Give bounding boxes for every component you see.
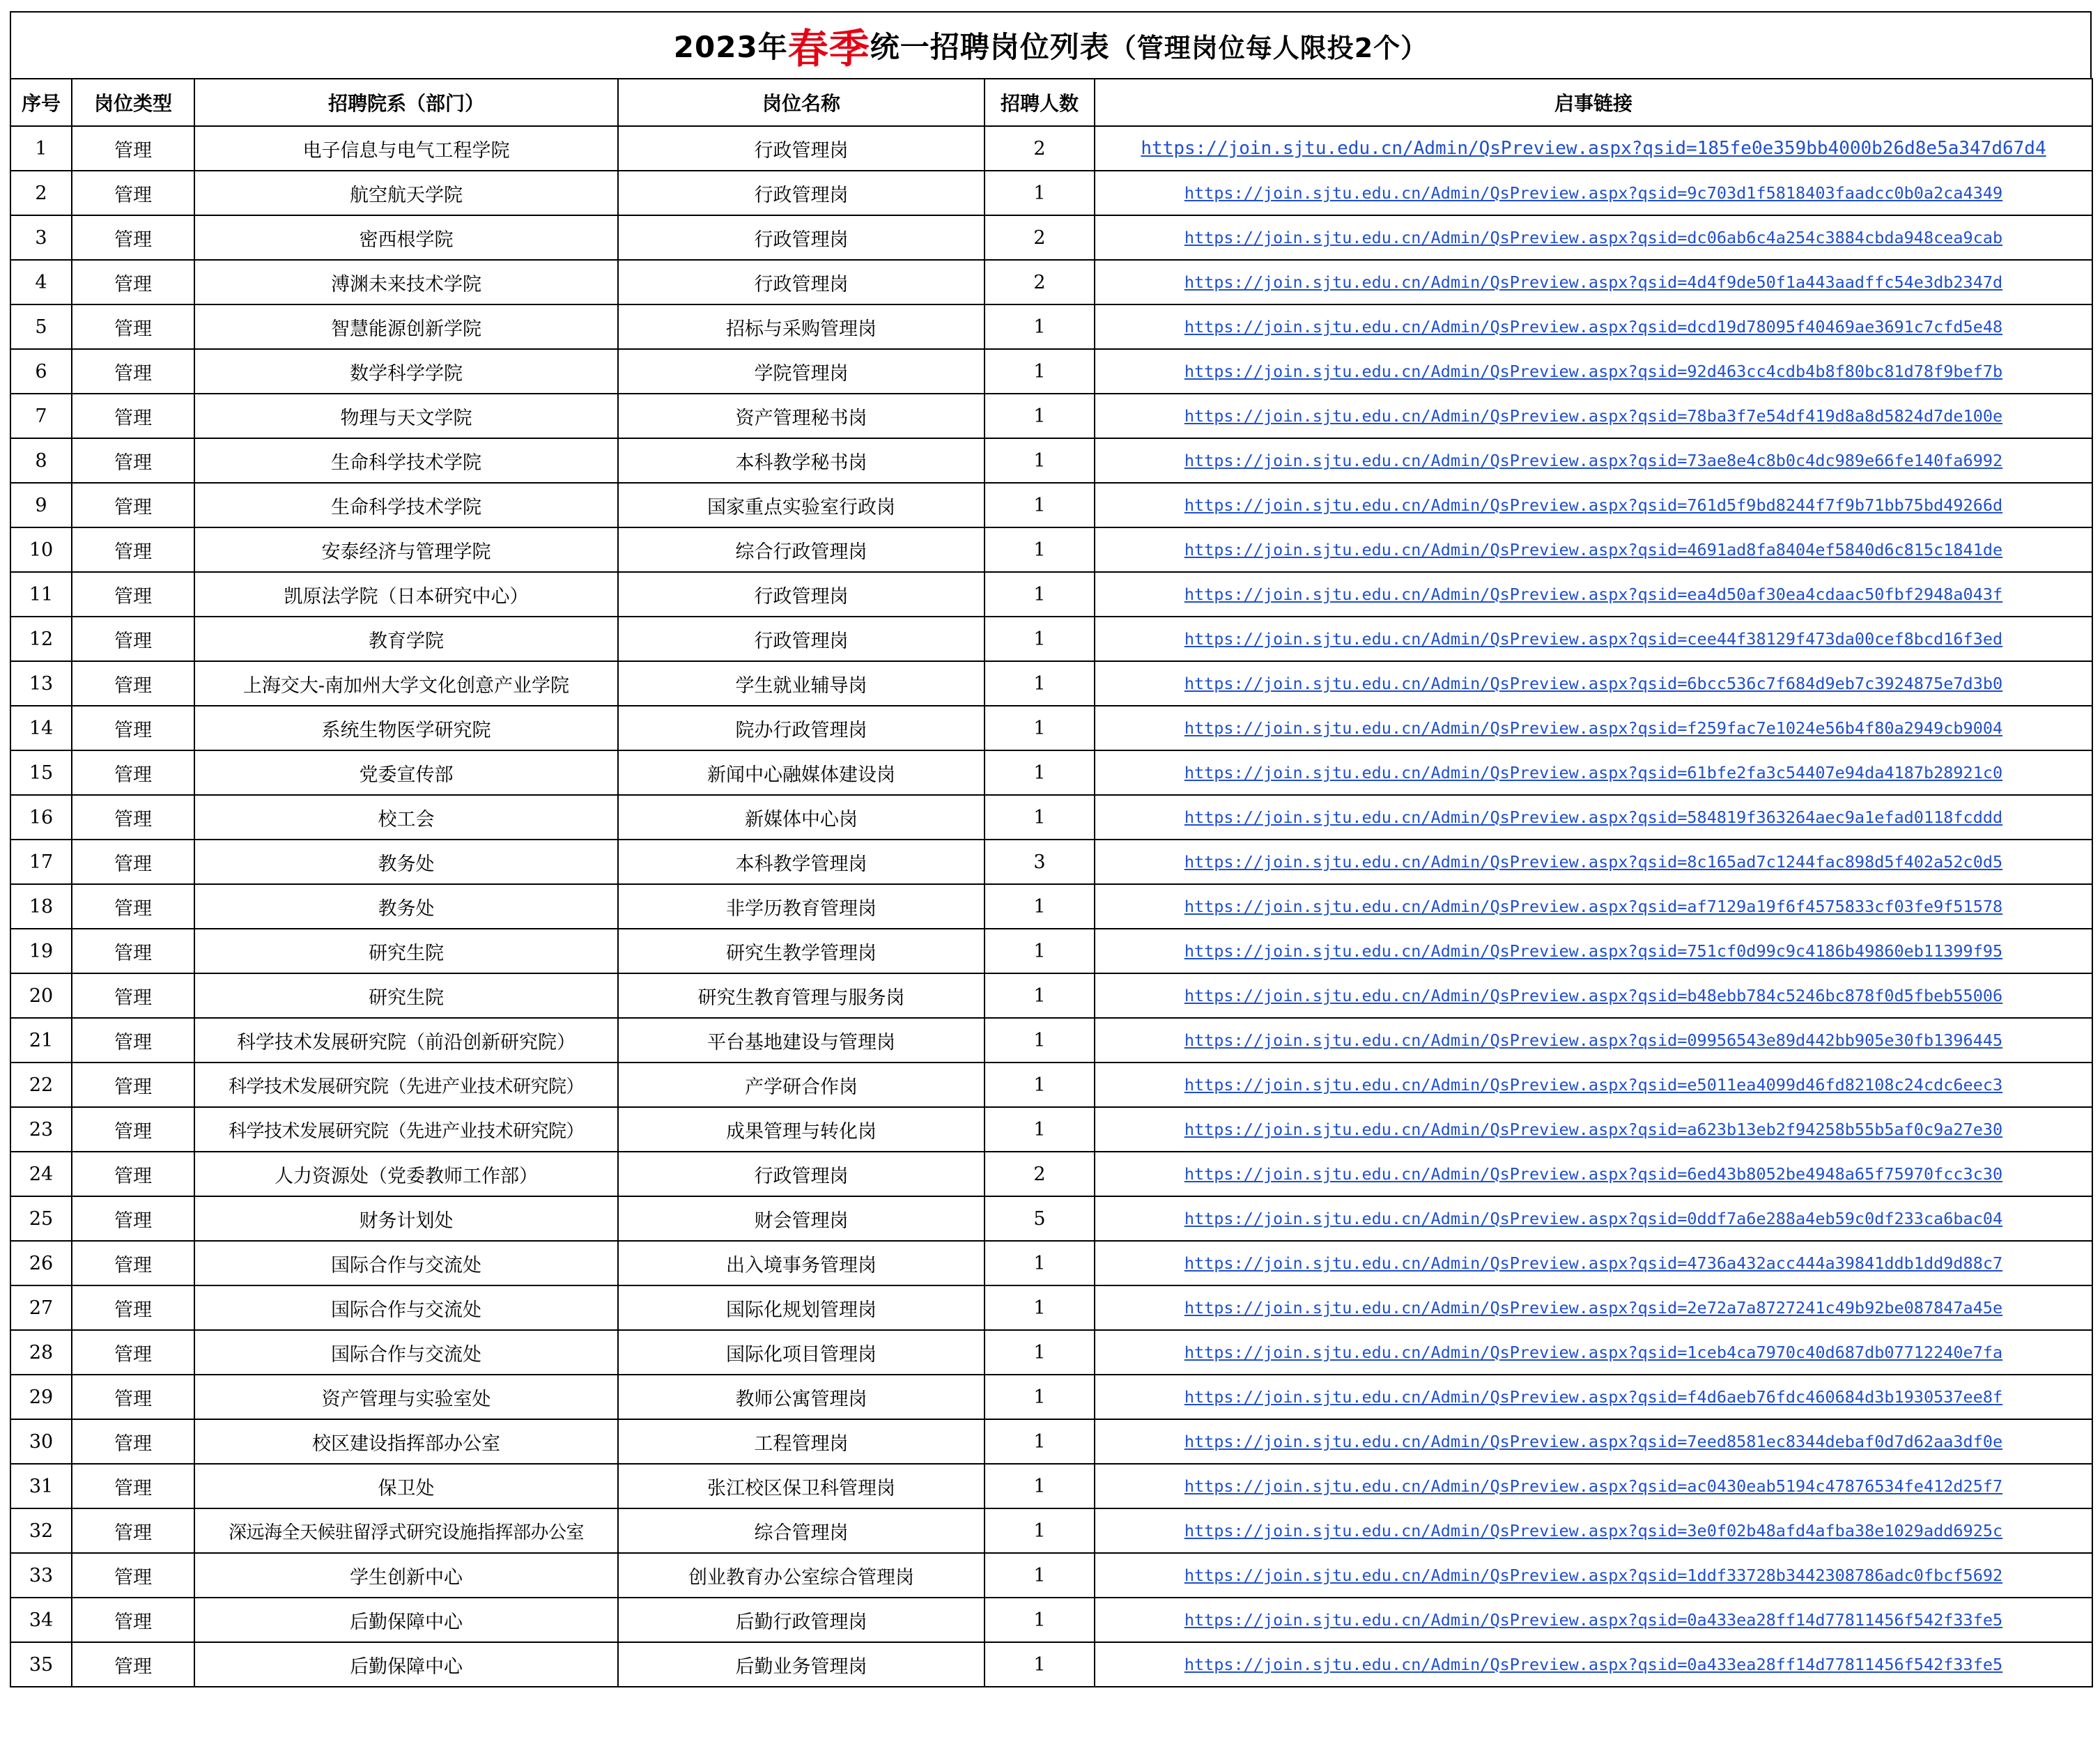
table-row xyxy=(10,706,2092,750)
table-row xyxy=(10,1241,2092,1285)
job-posting-link[interactable]: https://join.sjtu.edu.cn/Admin/QsPreview.aspx?qsid=09956543e89d442bb905e30fb1396445 xyxy=(1184,1030,2003,1050)
cell-post: 张江校区保卫科管理岗 xyxy=(618,1464,985,1508)
cell-type: 管理 xyxy=(72,1508,194,1553)
cell-count: 1 xyxy=(985,1063,1095,1107)
table-row xyxy=(10,929,2092,973)
cell-post: 综合管理岗 xyxy=(618,1508,985,1553)
cell-count: 2 xyxy=(985,260,1095,304)
cell-no: 15 xyxy=(10,750,72,795)
header-link: 启事链接 xyxy=(1095,79,2092,126)
cell-no: 9 xyxy=(10,483,72,527)
cell-type: 管理 xyxy=(72,929,194,973)
cell-post: 平台基地建设与管理岗 xyxy=(618,1018,985,1063)
cell-no: 35 xyxy=(10,1642,72,1687)
cell-count: 1 xyxy=(985,929,1095,973)
table-row xyxy=(10,1285,2092,1330)
cell-count: 1 xyxy=(985,1642,1095,1687)
cell-dept: 后勤保障中心 xyxy=(194,1598,618,1642)
cell-no: 23 xyxy=(10,1107,72,1152)
job-posting-link[interactable]: https://join.sjtu.edu.cn/Admin/QsPreview.aspx?qsid=3e0f02b48afd4afba38e1029add6925c xyxy=(1184,1521,2003,1540)
table-body xyxy=(10,126,2092,1687)
cell-type: 管理 xyxy=(72,171,194,215)
cell-link xyxy=(1095,171,2092,215)
job-posting-link[interactable]: https://join.sjtu.edu.cn/Admin/QsPreview.aspx?qsid=761d5f9bd8244f7f9b71bb75bd49266d xyxy=(1184,495,2003,515)
table-row xyxy=(10,1018,2092,1063)
table-row xyxy=(10,1196,2092,1241)
cell-link xyxy=(1095,527,2092,572)
title-highlight: 春季 xyxy=(787,25,870,72)
cell-no: 17 xyxy=(10,840,72,884)
cell-no: 21 xyxy=(10,1018,72,1063)
table-row xyxy=(10,572,2092,617)
cell-post: 新媒体中心岗 xyxy=(618,795,985,840)
job-posting-link[interactable]: https://join.sjtu.edu.cn/Admin/QsPreview.aspx?qsid=ac0430eab5194c47876534fe412d25f7 xyxy=(1184,1476,2003,1496)
cell-no: 3 xyxy=(10,215,72,260)
cell-link xyxy=(1095,438,2092,483)
cell-count: 1 xyxy=(985,1241,1095,1285)
table-row xyxy=(10,1375,2092,1419)
cell-post: 后勤业务管理岗 xyxy=(618,1642,985,1687)
cell-no: 31 xyxy=(10,1464,72,1508)
cell-type: 管理 xyxy=(72,973,194,1018)
cell-no: 1 xyxy=(10,126,72,171)
cell-count: 1 xyxy=(985,1598,1095,1642)
cell-post: 国家重点实验室行政岗 xyxy=(618,483,985,527)
cell-dept: 国际合作与交流处 xyxy=(194,1330,618,1375)
cell-count: 1 xyxy=(985,1330,1095,1375)
cell-dept: 学生创新中心 xyxy=(194,1553,618,1598)
job-posting-link[interactable]: https://join.sjtu.edu.cn/Admin/QsPreview.aspx?qsid=1ceb4ca7970c40d687db07712240e7fa xyxy=(1184,1343,2003,1362)
header-post: 岗位名称 xyxy=(618,79,985,126)
cell-type: 管理 xyxy=(72,1464,194,1508)
cell-no: 8 xyxy=(10,438,72,483)
cell-no: 6 xyxy=(10,349,72,394)
job-posting-link[interactable]: https://join.sjtu.edu.cn/Admin/QsPreview.aspx?qsid=a623b13eb2f94258b55b5af0c9a27e30 xyxy=(1184,1120,2003,1139)
cell-link xyxy=(1095,973,2092,1018)
cell-count: 1 xyxy=(985,171,1095,215)
job-posting-link[interactable]: https://join.sjtu.edu.cn/Admin/QsPreview.aspx?qsid=f4d6aeb76fdc460684d3b1930537ee8f xyxy=(1184,1387,2003,1407)
cell-post: 后勤行政管理岗 xyxy=(618,1598,985,1642)
table-row xyxy=(10,304,2092,349)
cell-no: 2 xyxy=(10,171,72,215)
table-row xyxy=(10,394,2092,438)
job-posting-link[interactable]: https://join.sjtu.edu.cn/Admin/QsPreview.aspx?qsid=751cf0d99c9c4186b49860eb11399f95 xyxy=(1184,941,2003,961)
job-posting-link[interactable]: https://join.sjtu.edu.cn/Admin/QsPreview.aspx?qsid=185fe0e359bb4000b26d8e5a347d67d4 xyxy=(1141,138,2046,159)
job-posting-link[interactable]: https://join.sjtu.edu.cn/Admin/QsPreview.aspx?qsid=61bfe2fa3c54407e94da4187b28921c0 xyxy=(1184,763,2003,782)
cell-dept: 科学技术发展研究院（先进产业技术研究院） xyxy=(194,1107,618,1152)
cell-post: 国际化规划管理岗 xyxy=(618,1285,985,1330)
cell-count: 1 xyxy=(985,1018,1095,1063)
cell-count: 1 xyxy=(985,1508,1095,1553)
cell-dept: 教务处 xyxy=(194,840,618,884)
cell-type: 管理 xyxy=(72,884,194,929)
job-posting-link[interactable]: https://join.sjtu.edu.cn/Admin/QsPreview.aspx?qsid=f259fac7e1024e56b4f80a2949cb9004 xyxy=(1184,718,2003,738)
table-row xyxy=(10,438,2092,483)
cell-dept: 研究生院 xyxy=(194,929,618,973)
cell-link xyxy=(1095,1285,2092,1330)
table-row xyxy=(10,1152,2092,1196)
job-posting-link[interactable]: https://join.sjtu.edu.cn/Admin/QsPreview.aspx?qsid=cee44f38129f473da00cef8bcd16f3ed xyxy=(1184,629,2003,649)
cell-dept: 数学科学学院 xyxy=(194,349,618,394)
job-posting-link[interactable]: https://join.sjtu.edu.cn/Admin/QsPreview.aspx?qsid=4691ad8fa8404ef5840d6c815c1841de xyxy=(1184,540,2003,559)
cell-no: 30 xyxy=(10,1419,72,1464)
job-posting-link[interactable]: https://join.sjtu.edu.cn/Admin/QsPreview.aspx?qsid=73ae8e4c8b0c4dc989e66fe140fa6992 xyxy=(1184,451,2003,470)
job-posting-link[interactable]: https://join.sjtu.edu.cn/Admin/QsPreview.aspx?qsid=2e72a7a8727241c49b92be087847a45e xyxy=(1184,1298,2003,1318)
cell-type: 管理 xyxy=(72,304,194,349)
cell-no: 27 xyxy=(10,1285,72,1330)
cell-type: 管理 xyxy=(72,260,194,304)
cell-link xyxy=(1095,1375,2092,1419)
cell-link xyxy=(1095,260,2092,304)
cell-link xyxy=(1095,706,2092,750)
cell-no: 26 xyxy=(10,1241,72,1285)
cell-dept: 凯原法学院（日本研究中心） xyxy=(194,572,618,617)
cell-type: 管理 xyxy=(72,394,194,438)
cell-link xyxy=(1095,1018,2092,1063)
header-count: 招聘人数 xyxy=(985,79,1095,126)
job-posting-link[interactable]: https://join.sjtu.edu.cn/Admin/QsPreview.aspx?qsid=9c703d1f5818403faadcc0b0a2ca4349 xyxy=(1184,183,2003,203)
header-no: 序号 xyxy=(10,79,72,126)
cell-dept: 研究生院 xyxy=(194,973,618,1018)
job-posting-link[interactable]: https://join.sjtu.edu.cn/Admin/QsPreview.aspx?qsid=dc06ab6c4a254c3884cbda948cea9cab xyxy=(1184,228,2003,247)
cell-link xyxy=(1095,617,2092,661)
table-row xyxy=(10,1642,2092,1687)
table-row xyxy=(10,617,2092,661)
title-suffix: 统一招聘岗位列表 xyxy=(870,30,1110,64)
cell-dept: 资产管理与实验室处 xyxy=(194,1375,618,1419)
cell-link xyxy=(1095,750,2092,795)
cell-count: 1 xyxy=(985,973,1095,1018)
cell-type: 管理 xyxy=(72,1018,194,1063)
cell-count: 1 xyxy=(985,1553,1095,1598)
cell-post: 招标与采购管理岗 xyxy=(618,304,985,349)
cell-link xyxy=(1095,1196,2092,1241)
cell-link xyxy=(1095,884,2092,929)
table-row xyxy=(10,1107,2092,1152)
cell-link xyxy=(1095,215,2092,260)
job-posting-link[interactable]: https://join.sjtu.edu.cn/Admin/QsPreview.aspx?qsid=7eed8581ec8344debaf0d7d62aa3df0e xyxy=(1184,1432,2003,1451)
cell-link xyxy=(1095,1464,2092,1508)
cell-type: 管理 xyxy=(72,1642,194,1687)
cell-count: 2 xyxy=(985,126,1095,171)
job-posting-link[interactable]: https://join.sjtu.edu.cn/Admin/QsPreview.aspx?qsid=0ddf7a6e288a4eb59c0df233ca6bac04 xyxy=(1184,1209,2003,1228)
cell-count: 1 xyxy=(985,394,1095,438)
table-row xyxy=(10,750,2092,795)
job-posting-link[interactable]: https://join.sjtu.edu.cn/Admin/QsPreview.aspx?qsid=1ddf33728b3442308786adc0fbcf5692 xyxy=(1184,1566,2003,1585)
cell-post: 院办行政管理岗 xyxy=(618,706,985,750)
cell-link xyxy=(1095,1598,2092,1642)
cell-post: 产学研合作岗 xyxy=(618,1063,985,1107)
job-posting-link[interactable]: https://join.sjtu.edu.cn/Admin/QsPreview.aspx?qsid=4d4f9de50f1a443aadffc54e3db2347d xyxy=(1184,272,2003,292)
cell-type: 管理 xyxy=(72,1330,194,1375)
table-row xyxy=(10,1553,2092,1598)
cell-post: 成果管理与转化岗 xyxy=(618,1107,985,1152)
cell-dept: 物理与天文学院 xyxy=(194,394,618,438)
cell-post: 研究生教学管理岗 xyxy=(618,929,985,973)
cell-dept: 国际合作与交流处 xyxy=(194,1285,618,1330)
cell-post: 研究生教育管理与服务岗 xyxy=(618,973,985,1018)
job-posting-link[interactable]: https://join.sjtu.edu.cn/Admin/QsPreview.aspx?qsid=0a433ea28ff14d77811456f542f33fe5 xyxy=(1184,1655,2003,1674)
job-posting-link[interactable]: https://join.sjtu.edu.cn/Admin/QsPreview.aspx?qsid=4736a432acc444a39841ddb1dd9d88c7 xyxy=(1184,1253,2003,1273)
cell-dept: 密西根学院 xyxy=(194,215,618,260)
cell-dept: 生命科学技术学院 xyxy=(194,438,618,483)
cell-count: 1 xyxy=(985,483,1095,527)
cell-link xyxy=(1095,1241,2092,1285)
job-posting-link[interactable]: https://join.sjtu.edu.cn/Admin/QsPreview.aspx?qsid=dcd19d78095f40469ae3691c7cfd5e48 xyxy=(1184,317,2003,337)
job-posting-link[interactable]: https://join.sjtu.edu.cn/Admin/QsPreview.aspx?qsid=b48ebb784c5246bc878f0d5fbeb55006 xyxy=(1184,986,2003,1005)
cell-link xyxy=(1095,126,2092,171)
cell-dept: 生命科学技术学院 xyxy=(194,483,618,527)
cell-no: 5 xyxy=(10,304,72,349)
cell-type: 管理 xyxy=(72,706,194,750)
cell-dept: 科学技术发展研究院（前沿创新研究院） xyxy=(194,1018,618,1063)
cell-type: 管理 xyxy=(72,1375,194,1419)
table-row xyxy=(10,795,2092,840)
recruitment-table xyxy=(10,78,2093,1687)
cell-link xyxy=(1095,1107,2092,1152)
cell-count: 3 xyxy=(985,840,1095,884)
cell-no: 7 xyxy=(10,394,72,438)
table-row xyxy=(10,884,2092,929)
table-row xyxy=(10,973,2092,1018)
job-posting-link[interactable]: https://join.sjtu.edu.cn/Admin/QsPreview.aspx?qsid=6bcc536c7f684d9eb7c3924875e7d3b0 xyxy=(1184,674,2003,693)
table-row xyxy=(10,1464,2092,1508)
cell-post: 国际化项目管理岗 xyxy=(618,1330,985,1375)
sheet-title xyxy=(10,11,2092,78)
cell-no: 16 xyxy=(10,795,72,840)
cell-no: 19 xyxy=(10,929,72,973)
header-type: 岗位类型 xyxy=(72,79,194,126)
cell-no: 20 xyxy=(10,973,72,1018)
table-row xyxy=(10,661,2092,706)
cell-no: 10 xyxy=(10,527,72,572)
cell-link xyxy=(1095,795,2092,840)
cell-dept: 党委宣传部 xyxy=(194,750,618,795)
cell-no: 34 xyxy=(10,1598,72,1642)
cell-no: 11 xyxy=(10,572,72,617)
cell-no: 32 xyxy=(10,1508,72,1553)
cell-post: 综合行政管理岗 xyxy=(618,527,985,572)
header-dept: 招聘院系（部门） xyxy=(194,79,618,126)
cell-type: 管理 xyxy=(72,1241,194,1285)
cell-dept: 人力资源处（党委教师工作部） xyxy=(194,1152,618,1196)
table-row xyxy=(10,840,2092,884)
header-row xyxy=(10,79,2092,126)
table-row xyxy=(10,215,2092,260)
cell-count: 1 xyxy=(985,527,1095,572)
cell-dept: 教务处 xyxy=(194,884,618,929)
cell-count: 1 xyxy=(985,1285,1095,1330)
cell-post: 本科教学管理岗 xyxy=(618,840,985,884)
cell-link xyxy=(1095,349,2092,394)
cell-type: 管理 xyxy=(72,1063,194,1107)
cell-type: 管理 xyxy=(72,750,194,795)
cell-post: 学生就业辅导岗 xyxy=(618,661,985,706)
cell-type: 管理 xyxy=(72,438,194,483)
cell-link xyxy=(1095,304,2092,349)
cell-no: 14 xyxy=(10,706,72,750)
cell-post: 行政管理岗 xyxy=(618,260,985,304)
job-posting-link[interactable]: https://join.sjtu.edu.cn/Admin/QsPreview.aspx?qsid=78ba3f7e54df419d8a8d5824d7de100e xyxy=(1184,406,2003,426)
cell-no: 33 xyxy=(10,1553,72,1598)
cell-count: 1 xyxy=(985,706,1095,750)
cell-link xyxy=(1095,572,2092,617)
cell-post: 创业教育办公室综合管理岗 xyxy=(618,1553,985,1598)
cell-dept: 系统生物医学研究院 xyxy=(194,706,618,750)
job-posting-link[interactable]: https://join.sjtu.edu.cn/Admin/QsPreview.aspx?qsid=6ed43b8052be4948a65f75970fcc3c30 xyxy=(1184,1164,2003,1184)
cell-no: 24 xyxy=(10,1152,72,1196)
cell-no: 12 xyxy=(10,617,72,661)
table-row xyxy=(10,1330,2092,1375)
cell-count: 5 xyxy=(985,1196,1095,1241)
cell-dept: 校工会 xyxy=(194,795,618,840)
cell-link xyxy=(1095,1063,2092,1107)
cell-dept: 溥渊未来技术学院 xyxy=(194,260,618,304)
cell-post: 学院管理岗 xyxy=(618,349,985,394)
cell-count: 1 xyxy=(985,661,1095,706)
cell-count: 1 xyxy=(985,438,1095,483)
cell-type: 管理 xyxy=(72,1285,194,1330)
cell-type: 管理 xyxy=(72,1152,194,1196)
cell-dept: 教育学院 xyxy=(194,617,618,661)
cell-count: 1 xyxy=(985,884,1095,929)
cell-no: 29 xyxy=(10,1375,72,1419)
table-row xyxy=(10,1508,2092,1553)
cell-type: 管理 xyxy=(72,126,194,171)
cell-no: 13 xyxy=(10,661,72,706)
cell-post: 行政管理岗 xyxy=(618,617,985,661)
cell-dept: 上海交大-南加州大学文化创意产业学院 xyxy=(194,661,618,706)
cell-dept: 电子信息与电气工程学院 xyxy=(194,126,618,171)
cell-count: 2 xyxy=(985,1152,1095,1196)
cell-count: 1 xyxy=(985,1375,1095,1419)
cell-post: 行政管理岗 xyxy=(618,215,985,260)
cell-type: 管理 xyxy=(72,1553,194,1598)
job-posting-link[interactable]: https://join.sjtu.edu.cn/Admin/QsPreview.aspx?qsid=92d463cc4cdb4b8f80bc81d78f9bef7b xyxy=(1184,362,2003,381)
cell-type: 管理 xyxy=(72,1419,194,1464)
cell-dept: 财务计划处 xyxy=(194,1196,618,1241)
cell-post: 新闻中心融媒体建设岗 xyxy=(618,750,985,795)
cell-count: 1 xyxy=(985,304,1095,349)
cell-link xyxy=(1095,394,2092,438)
cell-no: 22 xyxy=(10,1063,72,1107)
table-row xyxy=(10,126,2092,171)
cell-type: 管理 xyxy=(72,795,194,840)
cell-post: 财会管理岗 xyxy=(618,1196,985,1241)
job-posting-link[interactable]: https://join.sjtu.edu.cn/Admin/QsPreview.aspx?qsid=e5011ea4099d46fd82108c24cdc6eec3 xyxy=(1184,1075,2003,1095)
cell-type: 管理 xyxy=(72,527,194,572)
cell-type: 管理 xyxy=(72,483,194,527)
cell-type: 管理 xyxy=(72,349,194,394)
job-posting-link[interactable]: https://join.sjtu.edu.cn/Admin/QsPreview.aspx?qsid=ea4d50af30ea4cdaac50fbf2948a043f xyxy=(1184,585,2003,604)
cell-dept: 保卫处 xyxy=(194,1464,618,1508)
job-posting-link[interactable]: https://join.sjtu.edu.cn/Admin/QsPreview.aspx?qsid=af7129a19f6f4575833cf03fe9f51578 xyxy=(1184,897,2003,916)
cell-link xyxy=(1095,1642,2092,1687)
table-row xyxy=(10,527,2092,572)
cell-dept: 国际合作与交流处 xyxy=(194,1241,618,1285)
cell-dept: 智慧能源创新学院 xyxy=(194,304,618,349)
cell-count: 1 xyxy=(985,750,1095,795)
cell-post: 行政管理岗 xyxy=(618,572,985,617)
cell-count: 1 xyxy=(985,349,1095,394)
cell-link xyxy=(1095,840,2092,884)
cell-count: 1 xyxy=(985,617,1095,661)
cell-post: 行政管理岗 xyxy=(618,1152,985,1196)
cell-count: 1 xyxy=(985,1464,1095,1508)
table-row xyxy=(10,483,2092,527)
spreadsheet xyxy=(10,11,2092,1687)
cell-dept: 校区建设指挥部办公室 xyxy=(194,1419,618,1464)
cell-link xyxy=(1095,483,2092,527)
cell-link xyxy=(1095,1419,2092,1464)
cell-link xyxy=(1095,1553,2092,1598)
table-row xyxy=(10,349,2092,394)
cell-post: 教师公寓管理岗 xyxy=(618,1375,985,1419)
cell-count: 1 xyxy=(985,572,1095,617)
cell-count: 1 xyxy=(985,1419,1095,1464)
title-note: （管理岗位每人限投2个） xyxy=(1109,32,1428,63)
cell-type: 管理 xyxy=(72,572,194,617)
job-posting-link[interactable]: https://join.sjtu.edu.cn/Admin/QsPreview.aspx?qsid=0a433ea28ff14d77811456f542f33fe5 xyxy=(1184,1610,2003,1630)
cell-no: 18 xyxy=(10,884,72,929)
cell-link xyxy=(1095,1508,2092,1553)
cell-post: 出入境事务管理岗 xyxy=(618,1241,985,1285)
cell-type: 管理 xyxy=(72,661,194,706)
job-posting-link[interactable]: https://join.sjtu.edu.cn/Admin/QsPreview.aspx?qsid=584819f363264aec9a1efad0118fcddd xyxy=(1184,808,2003,827)
cell-dept: 后勤保障中心 xyxy=(194,1642,618,1687)
title-prefix: 2023年 xyxy=(673,30,788,64)
cell-type: 管理 xyxy=(72,617,194,661)
cell-dept: 安泰经济与管理学院 xyxy=(194,527,618,572)
cell-link xyxy=(1095,1152,2092,1196)
cell-type: 管理 xyxy=(72,840,194,884)
cell-dept: 科学技术发展研究院（先进产业技术研究院） xyxy=(194,1063,618,1107)
cell-type: 管理 xyxy=(72,1196,194,1241)
cell-post: 本科教学秘书岗 xyxy=(618,438,985,483)
table-row xyxy=(10,171,2092,215)
cell-type: 管理 xyxy=(72,1107,194,1152)
cell-no: 28 xyxy=(10,1330,72,1375)
cell-post: 工程管理岗 xyxy=(618,1419,985,1464)
cell-count: 1 xyxy=(985,1107,1095,1152)
cell-dept: 航空航天学院 xyxy=(194,171,618,215)
cell-post: 资产管理秘书岗 xyxy=(618,394,985,438)
cell-count: 1 xyxy=(985,795,1095,840)
cell-link xyxy=(1095,1330,2092,1375)
cell-dept: 深远海全天候驻留浮式研究设施指挥部办公室 xyxy=(194,1508,618,1553)
table-row xyxy=(10,260,2092,304)
table-row xyxy=(10,1063,2092,1107)
cell-count: 2 xyxy=(985,215,1095,260)
cell-no: 25 xyxy=(10,1196,72,1241)
table-row xyxy=(10,1598,2092,1642)
job-posting-link[interactable]: https://join.sjtu.edu.cn/Admin/QsPreview.aspx?qsid=8c165ad7c1244fac898d5f402a52c0d5 xyxy=(1184,852,2003,872)
cell-post: 行政管理岗 xyxy=(618,126,985,171)
table-row xyxy=(10,1419,2092,1464)
cell-type: 管理 xyxy=(72,1598,194,1642)
cell-post: 行政管理岗 xyxy=(618,171,985,215)
cell-no: 4 xyxy=(10,260,72,304)
cell-post: 非学历教育管理岗 xyxy=(618,884,985,929)
cell-link xyxy=(1095,661,2092,706)
cell-link xyxy=(1095,929,2092,973)
cell-type: 管理 xyxy=(72,215,194,260)
